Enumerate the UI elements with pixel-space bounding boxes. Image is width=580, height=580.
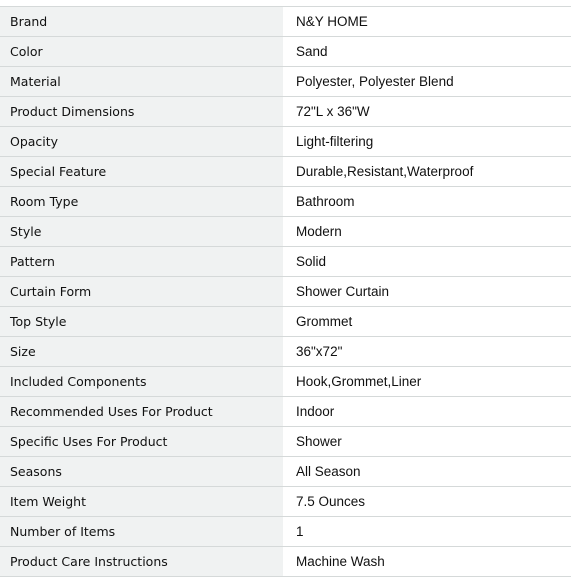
spec-label: Material <box>0 67 283 97</box>
spec-label: Brand <box>0 7 283 37</box>
spec-row-style <box>0 217 571 247</box>
spec-label: Included Components <box>0 367 283 397</box>
spec-row-special-feature <box>0 157 571 187</box>
spec-value: Hook,Grommet,Liner <box>283 367 571 397</box>
spec-value: Sand <box>283 37 571 67</box>
spec-label: Item Weight <box>0 487 283 517</box>
spec-value: N&Y HOME <box>283 7 571 37</box>
spec-row-included-components <box>0 367 571 397</box>
spec-label: Product Care Instructions <box>0 547 283 577</box>
spec-label: Product Dimensions <box>0 97 283 127</box>
spec-value: Grommet <box>283 307 571 337</box>
spec-row-seasons <box>0 457 571 487</box>
spec-label: Color <box>0 37 283 67</box>
spec-label: Top Style <box>0 307 283 337</box>
spec-row-product-care-instructions <box>0 547 571 577</box>
spec-value: Machine Wash <box>283 547 571 577</box>
spec-row-item-weight <box>0 487 571 517</box>
spec-label: Curtain Form <box>0 277 283 307</box>
spec-row-pattern <box>0 247 571 277</box>
spec-label: Style <box>0 217 283 247</box>
spec-row-room-type <box>0 187 571 217</box>
spec-value: 72"L x 36"W <box>283 97 571 127</box>
spec-label: Specific Uses For Product <box>0 427 283 457</box>
spec-row-product-dimensions <box>0 97 571 127</box>
spec-value: Indoor <box>283 397 571 427</box>
product-specifications-table <box>0 6 571 577</box>
spec-row-specific-uses <box>0 427 571 457</box>
spec-value: Solid <box>283 247 571 277</box>
spec-row-material <box>0 67 571 97</box>
spec-row-top-style <box>0 307 571 337</box>
spec-label: Recommended Uses For Product <box>0 397 283 427</box>
spec-value: 36"x72" <box>283 337 571 367</box>
spec-row-number-of-items <box>0 517 571 547</box>
spec-row-opacity <box>0 127 571 157</box>
spec-label: Opacity <box>0 127 283 157</box>
spec-value: All Season <box>283 457 571 487</box>
spec-value: 7.5 Ounces <box>283 487 571 517</box>
spec-value: Bathroom <box>283 187 571 217</box>
spec-label: Pattern <box>0 247 283 277</box>
spec-value: Light-filtering <box>283 127 571 157</box>
spec-label: Number of Items <box>0 517 283 547</box>
spec-row-curtain-form <box>0 277 571 307</box>
spec-value: Modern <box>283 217 571 247</box>
spec-row-color <box>0 37 571 67</box>
spec-row-brand <box>0 7 571 37</box>
spec-label: Seasons <box>0 457 283 487</box>
spec-value: Polyester, Polyester Blend <box>283 67 571 97</box>
spec-value: Shower Curtain <box>283 277 571 307</box>
spec-row-size <box>0 337 571 367</box>
spec-label: Special Feature <box>0 157 283 187</box>
spec-value: 1 <box>283 517 571 547</box>
spec-value: Durable,Resistant,Waterproof <box>283 157 571 187</box>
spec-label: Size <box>0 337 283 367</box>
spec-value: Shower <box>283 427 571 457</box>
spec-row-recommended-uses <box>0 397 571 427</box>
spec-label: Room Type <box>0 187 283 217</box>
